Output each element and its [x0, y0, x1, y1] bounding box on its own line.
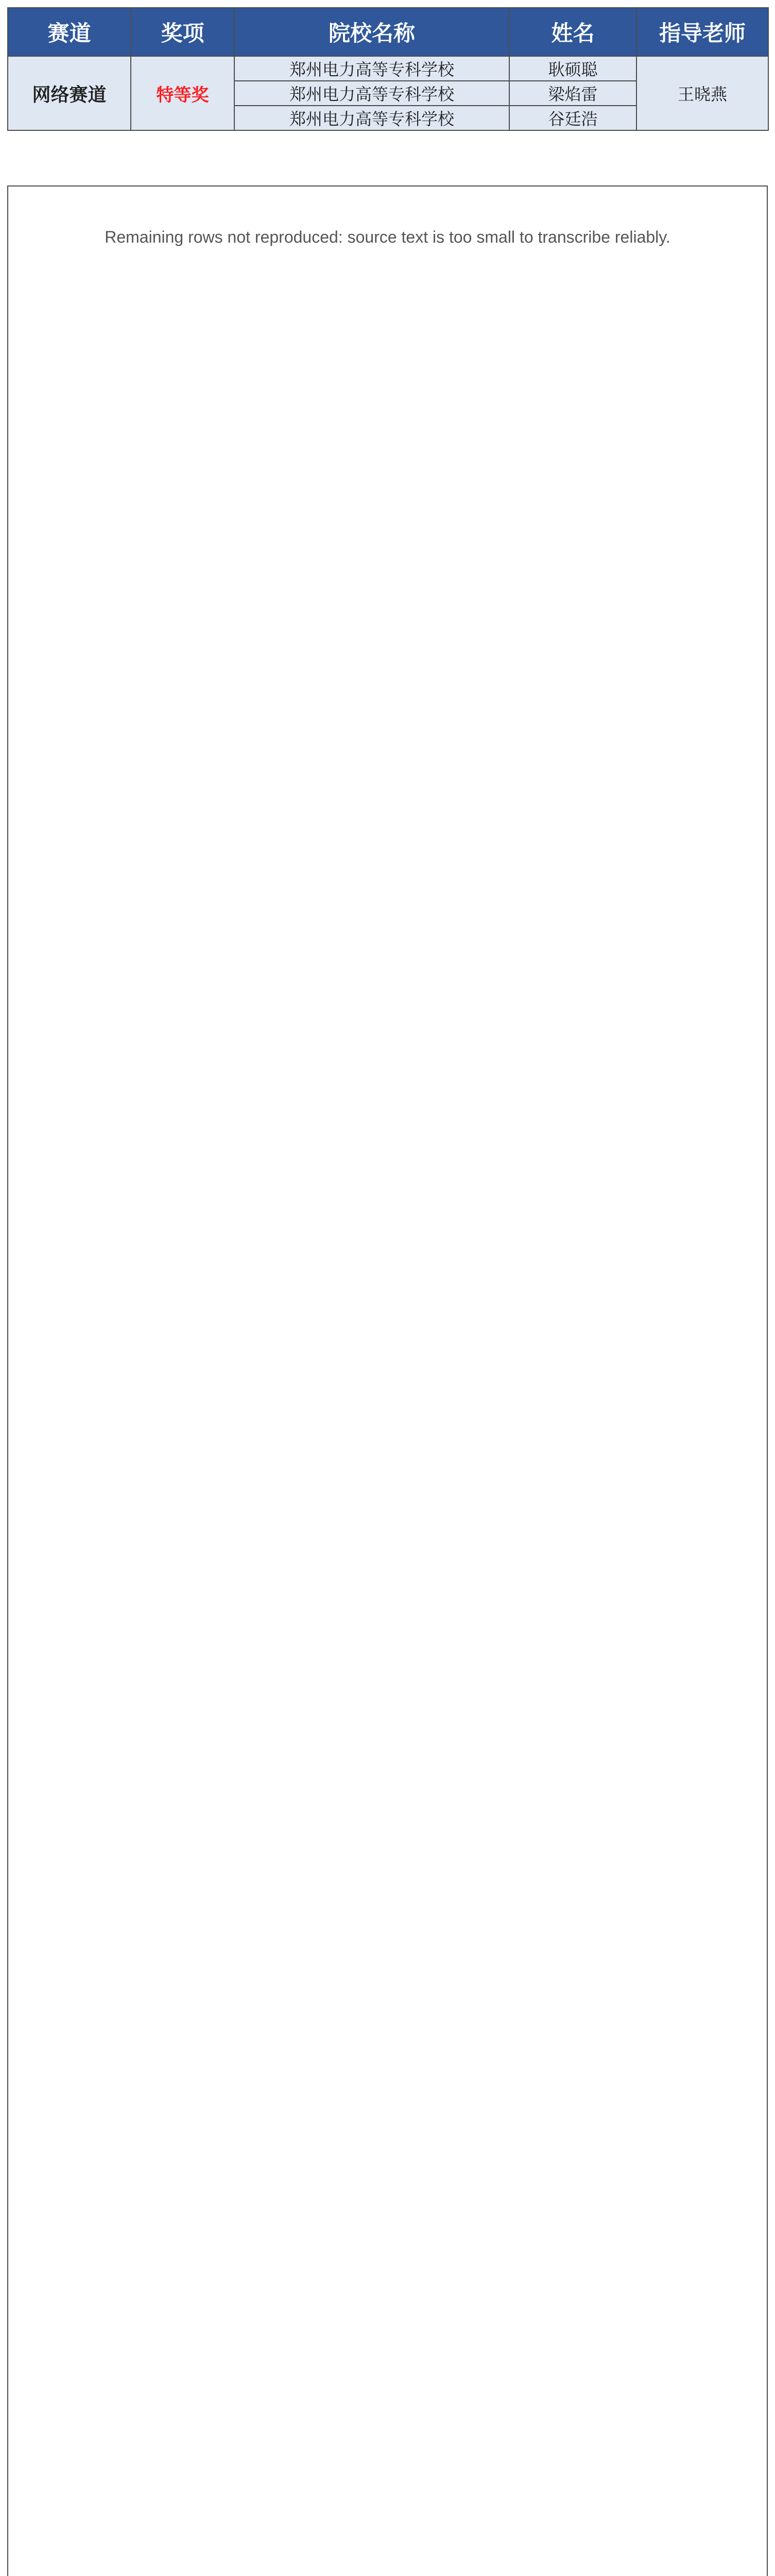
- unreadable-remainder-note: Remaining rows not reproduced: source text is too small to transcribe reliably.: [7, 185, 768, 2576]
- header-teacher: 指导老师: [636, 8, 768, 56]
- header-award: 奖项: [131, 8, 234, 56]
- teacher-cell: 王晓燕: [636, 56, 768, 130]
- school-cell: 郑州电力高等专科学校: [234, 56, 509, 81]
- name-cell: 梁焰雷: [509, 81, 636, 106]
- name-cell: 谷廷浩: [509, 106, 636, 130]
- track-cell: 网络赛道: [8, 56, 131, 130]
- award-table: [7, 7, 769, 131]
- school-cell: 郑州电力高等专科学校: [234, 81, 509, 106]
- school-cell: 郑州电力高等专科学校: [234, 106, 509, 130]
- award-cell: 特等奖: [131, 56, 234, 130]
- header-track: 赛道: [8, 8, 131, 56]
- name-cell: 耿硕聪: [509, 56, 636, 81]
- header-school: 院校名称: [234, 8, 509, 56]
- table-row: [8, 56, 768, 81]
- header-name: 姓名: [509, 8, 636, 56]
- header-row: [8, 8, 768, 56]
